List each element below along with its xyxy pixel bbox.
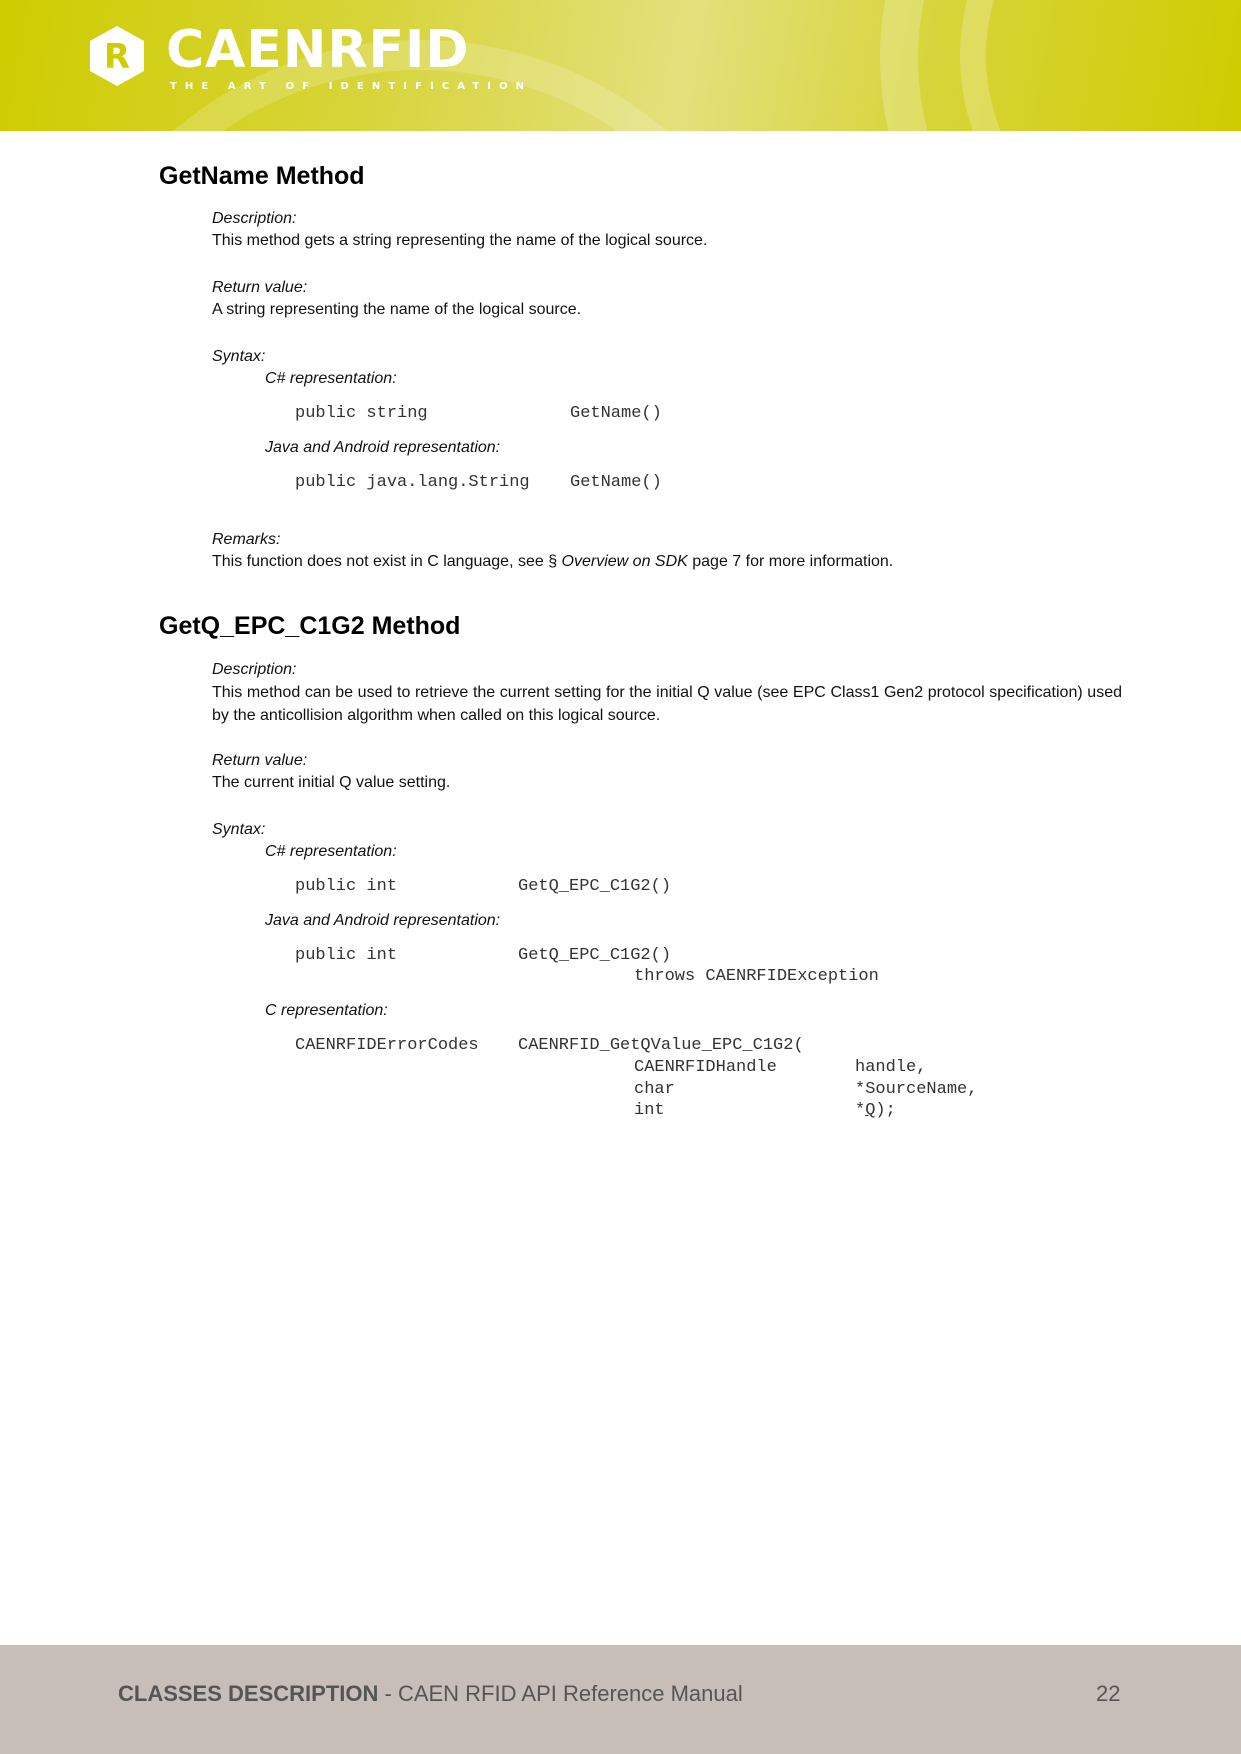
remarks-link[interactable]: Overview on SDK — [561, 553, 688, 570]
code-param-name: handle, — [855, 1058, 927, 1077]
code-param-name — [855, 1101, 896, 1120]
code-param-prefix: * — [855, 1101, 866, 1120]
return-text: The current initial Q value setting. — [212, 774, 451, 791]
section-title-getname: GetName Method — [159, 162, 365, 190]
code-type: public int — [295, 946, 398, 965]
footer-separator: - — [378, 1681, 398, 1706]
header-banner — [0, 0, 1241, 131]
return-label: Return value: — [212, 752, 308, 769]
code-type: public string — [295, 404, 428, 423]
code-type: CAENRFIDErrorCodes — [295, 1036, 479, 1055]
remarks-label: Remarks: — [212, 531, 281, 548]
remarks-suffix: page 7 for more information. — [687, 553, 894, 570]
code-method: GetName() — [570, 404, 662, 423]
code-param-q: Q — [865, 1101, 876, 1120]
code-type: public int — [295, 877, 398, 896]
description-label: Description: — [212, 661, 297, 678]
footer-section: CLASSES DESCRIPTION — [118, 1681, 379, 1706]
description-text: This method gets a string representing the name of the logical source. — [212, 232, 708, 249]
java-label: Java and Android representation: — [265, 439, 501, 456]
syntax-label: Syntax: — [212, 821, 266, 838]
code-param-type: char — [634, 1080, 675, 1099]
code-param-type: int — [634, 1101, 665, 1120]
remarks-prefix: This function does not exist in C language, see § — [212, 553, 562, 570]
description-label: Description: — [212, 210, 297, 227]
code-method: GetQ_EPC_C1G2() — [518, 946, 672, 965]
code-method: GetQ_EPC_C1G2() — [518, 877, 672, 896]
footer-title — [118, 1681, 743, 1707]
brand-name: CAENRFID — [166, 20, 470, 80]
code-param-name: *SourceName, — [855, 1080, 978, 1099]
code-type: public java.lang.String — [295, 473, 530, 492]
code-throws: throws CAENRFIDException — [634, 967, 879, 986]
code-method: CAENRFID_GetQValue_EPC_C1G2( — [518, 1036, 804, 1055]
code-param-type: CAENRFIDHandle — [634, 1058, 777, 1077]
return-label: Return value: — [212, 279, 308, 296]
code-param-suffix: ); — [875, 1101, 896, 1120]
page-number: 22 — [1096, 1681, 1121, 1706]
return-text: A string representing the name of the logical source. — [212, 301, 582, 318]
svg-text:R: R — [103, 37, 131, 77]
csharp-label: C# representation: — [265, 843, 397, 860]
caenrfid-logo-icon — [88, 24, 146, 88]
remarks-text — [212, 553, 893, 571]
decorative-arc — [960, 0, 1241, 131]
section-title-getq: GetQ_EPC_C1G2 Method — [159, 612, 461, 640]
description-text: This method can be used to retrieve the current setting for the initial Q value (see EPC Class1 Gen2 protocol specification) used by the anticollision algorithm when called on this logical source. — [212, 684, 1122, 724]
code-method: GetName() — [570, 473, 662, 492]
java-label: Java and Android representation: — [265, 912, 501, 929]
csharp-label: C# representation: — [265, 370, 397, 387]
footer-manual: CAEN RFID API Reference Manual — [397, 1681, 743, 1706]
brand-tagline: THE ART OF IDENTIFICATION — [170, 81, 533, 92]
syntax-label: Syntax: — [212, 348, 266, 365]
c-label: C representation: — [265, 1002, 388, 1019]
